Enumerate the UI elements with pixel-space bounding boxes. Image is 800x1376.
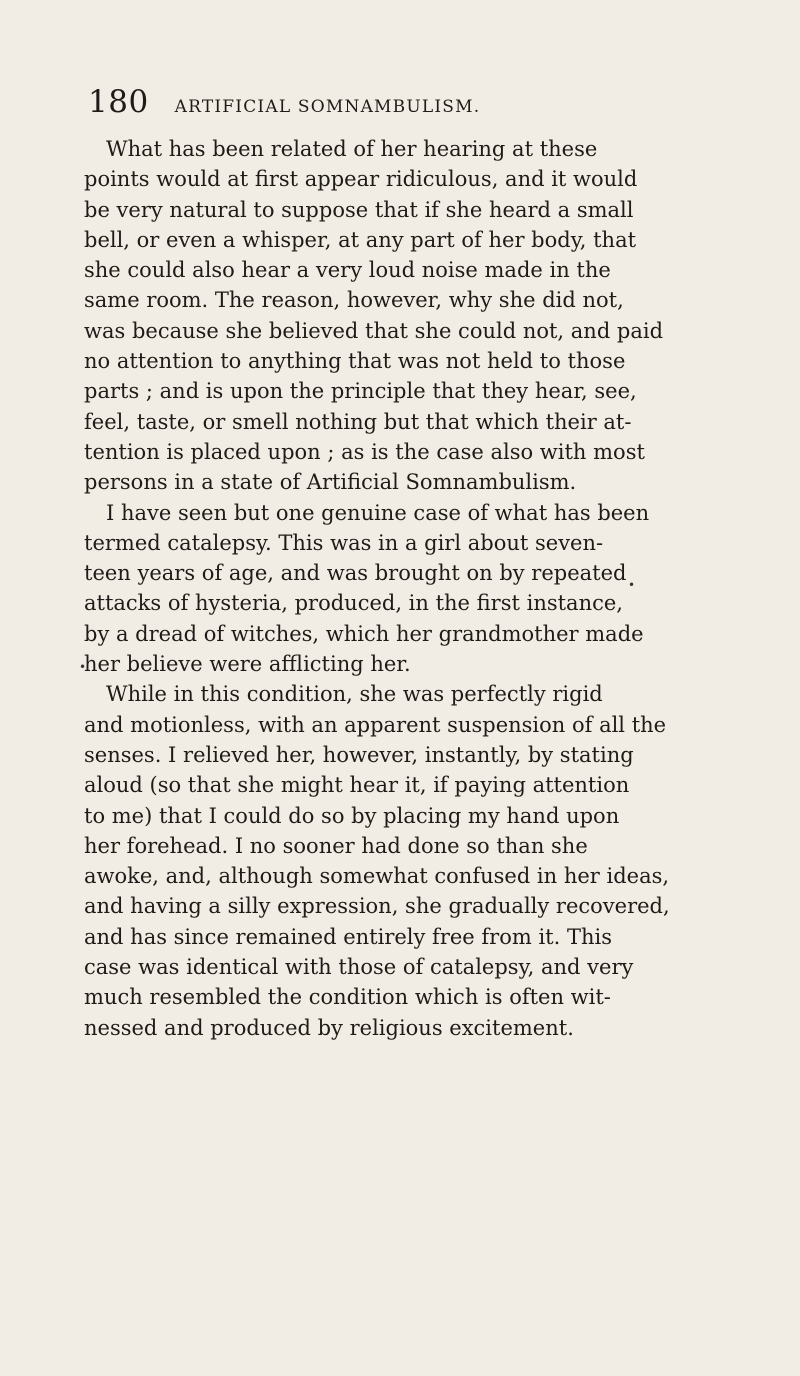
paragraph-1-line: parts ; and is upon the principle that they hear, see, xyxy=(84,379,637,404)
paragraph-1-line: persons in a state of Artificial Somnambulism. xyxy=(84,470,577,495)
paragraph-1-line: bell, or even a whisper, at any part of her body, that xyxy=(84,227,637,252)
running-title: ARTIFICIAL SOMNAMBULISM. xyxy=(174,97,481,117)
paragraph-3-line: case was identical with those of catalepsy, and very xyxy=(84,955,634,980)
page-header xyxy=(88,84,648,124)
paragraph-1-line: points would at first appear ridiculous, and it would xyxy=(84,167,638,192)
paragraph-1-line: same room. The reason, however, why she did not, xyxy=(84,288,624,313)
page-number: 180 xyxy=(88,84,149,120)
paragraph-3-line: and having a silly expression, she gradually recovered, xyxy=(84,894,670,919)
paragraph-2-line: teen years of age, and was brought on by repeated xyxy=(84,561,627,586)
paragraph-3-line: nessed and produced by religious excitement. xyxy=(84,1015,574,1040)
paragraph-2-line: attacks of hysteria, produced, in the first instance, xyxy=(84,591,623,616)
paragraph-1-line: she could also hear a very loud noise made in the xyxy=(84,258,611,283)
paragraph-2-line: by a dread of witches, which her grandmother made xyxy=(84,621,644,646)
paragraph-1-line: be very natural to suppose that if she heard a small xyxy=(84,197,634,222)
paragraph-3-line: awoke, and, although somewhat confused in her ideas, xyxy=(84,864,670,889)
paragraph-3-line: to me) that I could do so by placing my hand upon xyxy=(84,803,620,828)
paragraph-3-line: and motionless, with an apparent suspension of all the xyxy=(84,712,667,737)
paragraph-2-line: termed catalepsy. This was in a girl about seven- xyxy=(84,530,604,555)
ink-speck: • xyxy=(79,660,87,674)
paragraph-2-line: her believe were afflicting her. xyxy=(84,652,411,677)
paragraph-1-line: feel, taste, or smell nothing but that which their at- xyxy=(84,409,632,434)
paragraph-3-line: much resembled the condition which is often wit- xyxy=(84,985,611,1010)
paragraph-3-line: senses. I relieved her, however, instantly, by stating xyxy=(84,742,634,767)
ink-speck: • xyxy=(628,578,636,592)
paragraph-1-line: no attention to anything that was not held to those xyxy=(84,349,626,374)
paragraph-3-line: aloud (so that she might hear it, if paying attention xyxy=(84,773,630,798)
paragraph-3-line: While in this condition, she was perfectly rigid xyxy=(106,682,603,707)
paragraph-3-line: her forehead. I no sooner had done so than she xyxy=(84,833,588,858)
paragraph-1-line: was because she believed that she could not, and paid xyxy=(84,318,664,343)
body-text xyxy=(84,134,764,1043)
paragraph-1-line: tention is placed upon ; as is the case also with most xyxy=(84,439,645,464)
paragraph-1-line: What has been related of her hearing at these xyxy=(106,137,598,161)
paragraph-3-line: and has since remained entirely free from it. This xyxy=(84,924,612,949)
paragraph-2-line: I have seen but one genuine case of what has been xyxy=(106,500,650,525)
